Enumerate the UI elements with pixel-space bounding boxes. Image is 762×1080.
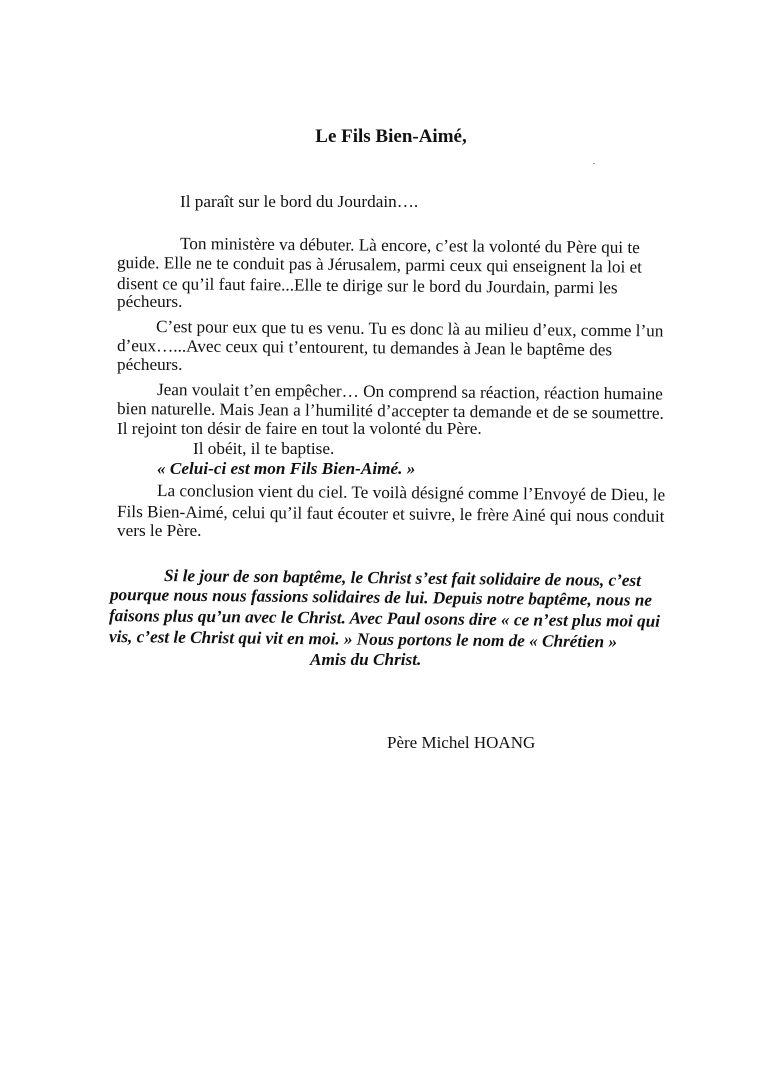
baptism-line: Il obéit, il te baptise. (193, 439, 335, 458)
paragraph4-line: Fils Bien-Aimé, celui qu’il faut écouter et suivre, le frère Ainé qui nous conduit (116, 502, 665, 526)
scan-speck (593, 163, 595, 164)
document-title: Le Fils Bien-Aimé, (315, 126, 467, 147)
closing-line: Amis du Christ. (310, 650, 422, 669)
closing-line: pourque nous nous fassions solidaires de lui. Depuis notre baptême, nous ne (109, 585, 653, 610)
quote-line: « Celui-ci est mon Fils Bien-Aimé. » (157, 459, 416, 478)
paragraph2-line: d’eux…...Avec ceux qui t’entourent, tu demandes à Jean le baptême des (116, 336, 613, 360)
closing-line: vis, c’est le Christ qui vit en moi. » Nous portons le nom de « Chrétien » (108, 627, 618, 652)
paragraph4-line: vers le Père. (117, 521, 202, 540)
paragraph4-line: La conclusion vient du ciel. Te voilà désigné comme l’Envoyé de Dieu, le (156, 481, 666, 505)
paragraph3-line: bien naturelle. Mais Jean a l’humilité d’accepter ta demande et de se soumettre. (116, 399, 664, 423)
closing-line: Si le jour de son baptême, le Christ s’est fait solidaire de nous, c’est (163, 566, 642, 590)
closing-line: faisons plus qu’un avec le Christ. Avec Paul osons dire « ce n’est plus moi qui (108, 606, 661, 631)
paragraph3-line: Il rejoint ton désir de faire en tout la volonté du Père. (117, 419, 482, 438)
paragraph1-line: disent ce qu’il faut faire...Elle te dirige sur le bord du Jourdain, parmi les (116, 274, 618, 298)
paragraph1-line: guide. Elle ne te conduit pas à Jérusalem, parmi ceux qui enseignent la loi et (116, 253, 643, 277)
paragraph2-line: C’est pour eux que tu es venu. Tu es donc là au milieu d’eux, comme l’un (155, 317, 664, 341)
intro-line: Il paraît sur le bord du Jourdain…. (180, 192, 419, 211)
paragraph2-line: pécheurs. (117, 355, 183, 374)
paragraph1-line: pécheurs. (117, 292, 183, 311)
signature: Père Michel HOANG (387, 733, 536, 752)
paragraph3-line: Jean voulait t’en empêcher… On comprend sa réaction, réaction humaine (156, 380, 663, 404)
paragraph1-line: Ton ministère va débuter. Là encore, c’est la volonté du Père qui te (179, 234, 640, 258)
